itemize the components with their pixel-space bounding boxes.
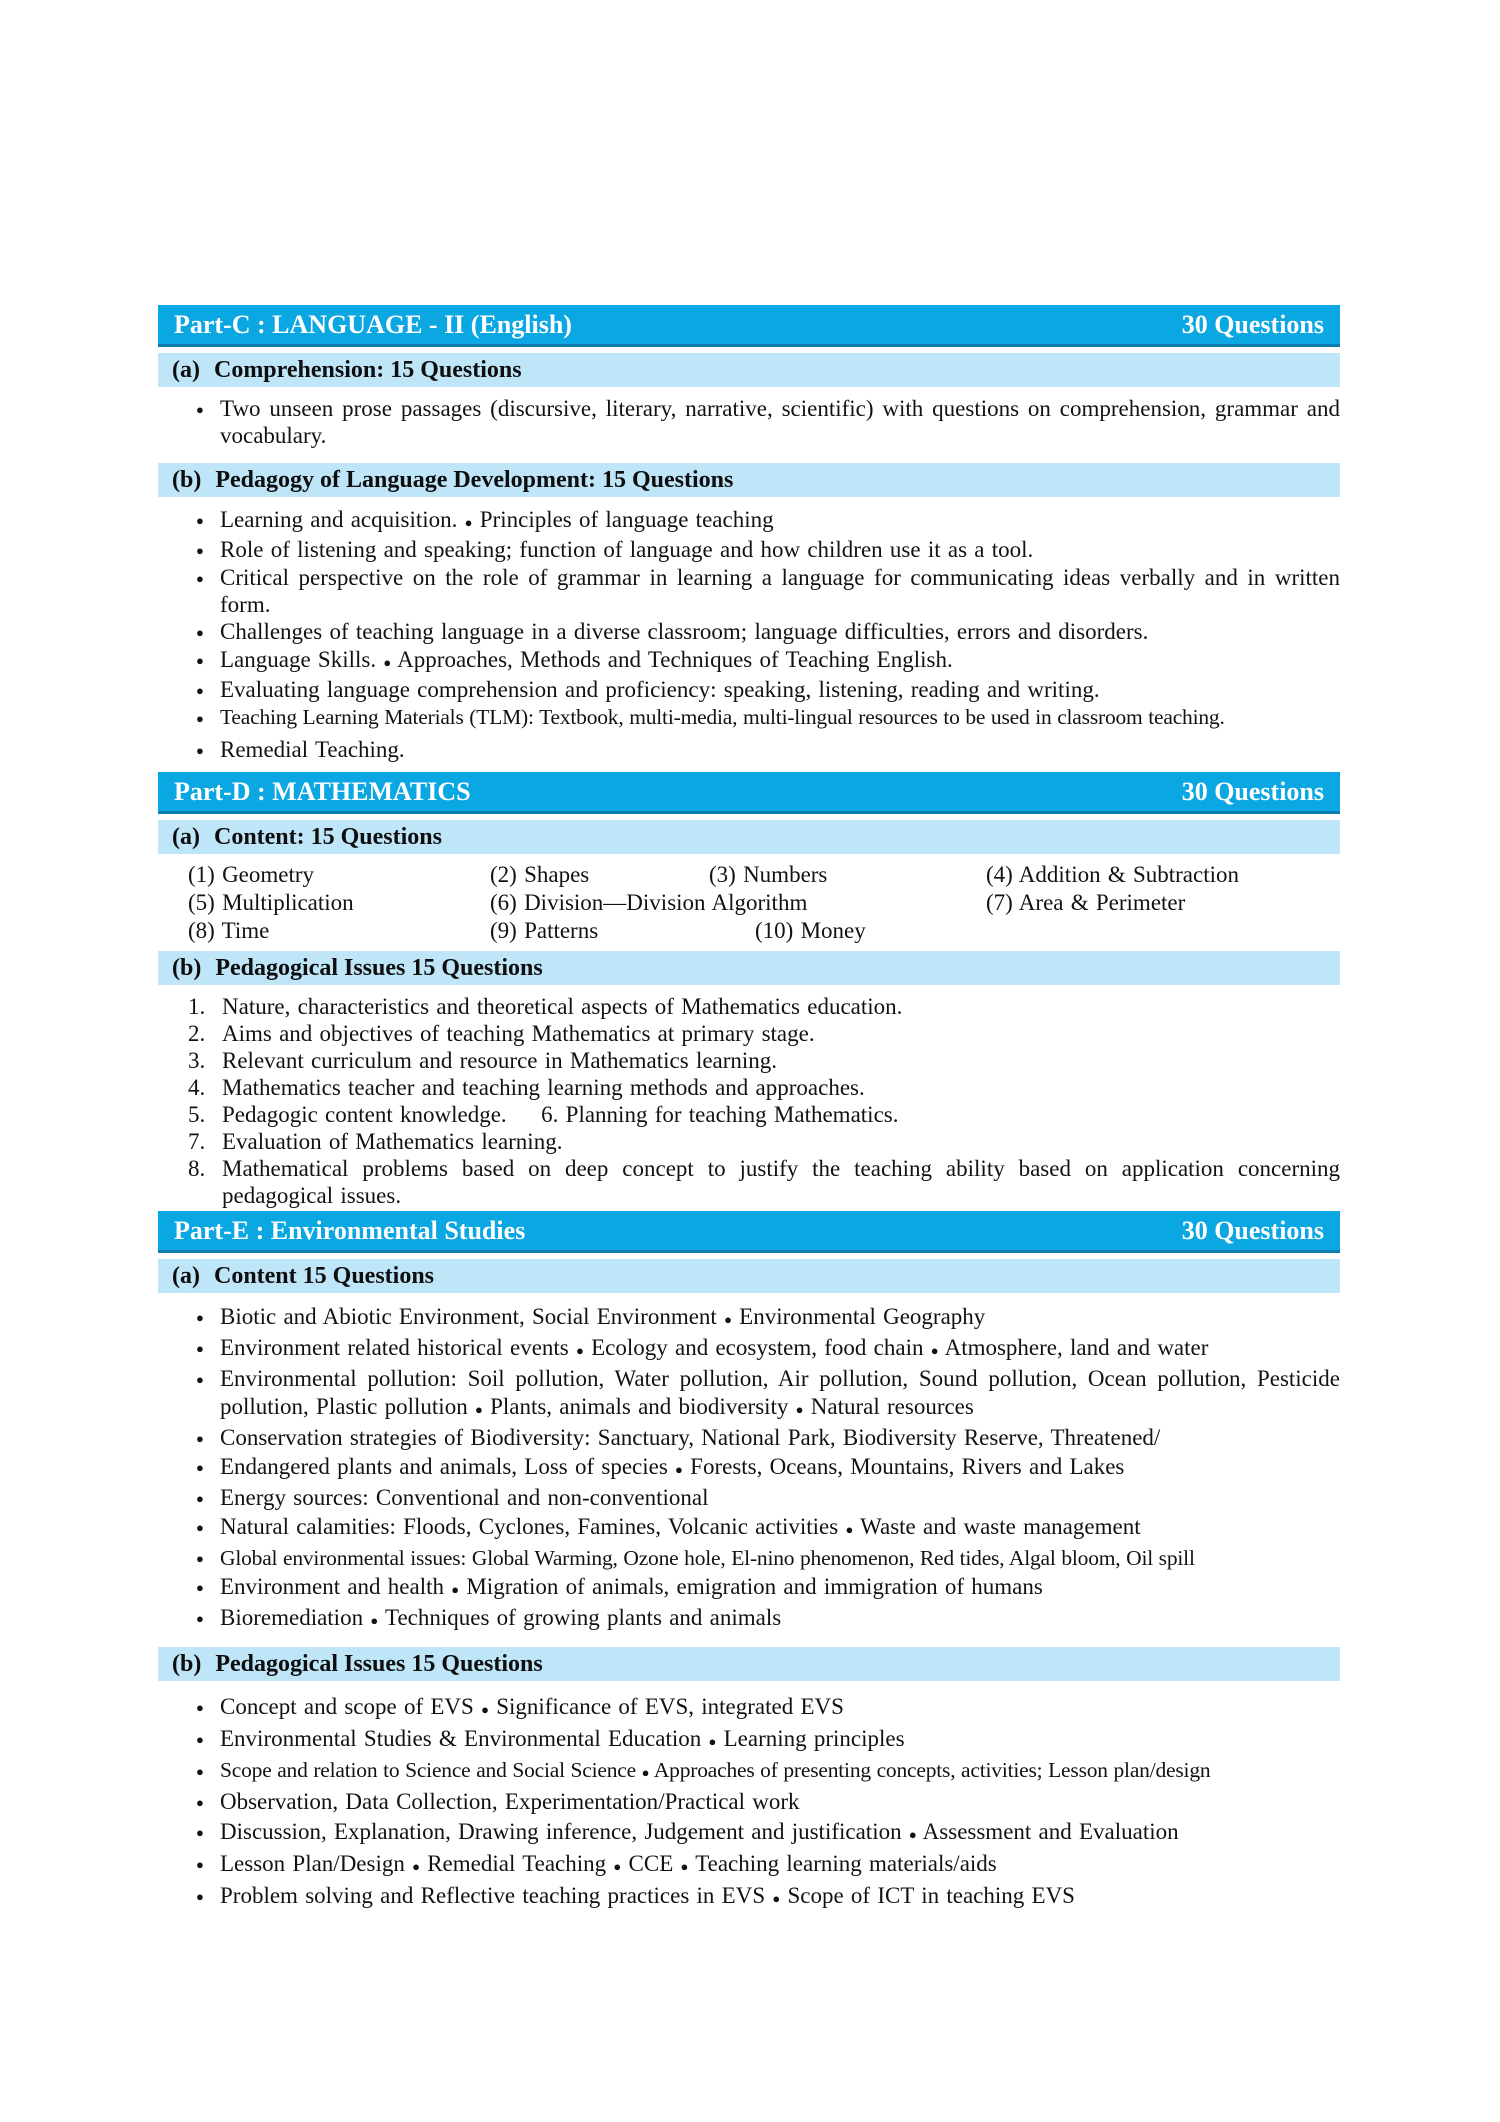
d-b-list: [158, 985, 1340, 1211]
subsection-header-c-b: [158, 463, 1340, 497]
bullet-item: [158, 1303, 1340, 1334]
bullet-text: Observation, Data Collection, Experimentation/Practical work: [220, 1789, 800, 1814]
section-question-count: 30 Questions: [1181, 309, 1324, 339]
bullet-item: [158, 1513, 1340, 1544]
topic-row: [158, 861, 1340, 889]
bullet-item: [158, 1756, 1340, 1787]
numbered-item: [158, 1074, 1340, 1101]
bullet-icon: ●: [196, 711, 204, 726]
c-a-list: [158, 387, 1340, 463]
bullet-icon: ●: [196, 1520, 204, 1535]
bullet-icon: ●: [196, 1491, 204, 1506]
topic: (6) Division—Division Algorithm: [490, 890, 808, 915]
item-text: Relevant curriculum and resource in Mathematics learning.: [222, 1048, 778, 1073]
bullet-icon: ●: [196, 571, 204, 586]
topic: (4) Addition & Subtraction: [986, 862, 1240, 887]
bullet-icon: ●: [196, 683, 204, 698]
bullet-text: Critical perspective on the role of grammar in learning a language for communicating ideas verbally and in written form.: [220, 565, 1340, 617]
bullet-icon: ●: [196, 1857, 204, 1872]
bullet-item: [158, 1692, 1340, 1724]
bullet-text: Learning and acquisition. ● Principles of language teaching: [220, 507, 774, 532]
bullet-item: [158, 1424, 1340, 1453]
bullet-item: [158, 1724, 1340, 1756]
bullet-text: Scope and relation to Science and Social Science ● Approaches of presenting concepts, activities; Lesson plan/design: [220, 1758, 1211, 1782]
bullet-text: Remedial Teaching.: [220, 737, 405, 762]
bullet-icon: ●: [196, 1611, 204, 1626]
subsection-title: Pedagogical Issues 15 Questions: [215, 955, 543, 981]
subsection-label: (a): [172, 1263, 200, 1289]
bullet-item: [158, 1817, 1340, 1849]
c-b-list: [158, 497, 1340, 772]
e-b-list: [158, 1681, 1340, 1913]
topic: (3) Numbers: [709, 862, 828, 887]
bullet-icon: ●: [196, 1341, 204, 1356]
bullet-item: [158, 536, 1340, 564]
bullet-text: Problem solving and Reflective teaching practices in EVS ● Scope of ICT in teaching EVS: [220, 1883, 1075, 1908]
section-question-count: 30 Questions: [1181, 1215, 1324, 1245]
bullet-text: Conservation strategies of Biodiversity: Sanctuary, National Park, Biodiversity Reserve, Threatened/: [220, 1425, 1161, 1450]
item-text: Pedagogic content knowledge. 6. Planning for teaching Mathematics.: [222, 1102, 899, 1127]
bullet-text: Environment related historical events ● Ecology and ecosystem, food chain ● Atmosphere, land and water: [220, 1335, 1209, 1360]
topic-row: [158, 917, 1340, 945]
e-a-list: [158, 1293, 1340, 1647]
bullet-text: Environmental Studies & Environmental Education ● Learning principles: [220, 1726, 905, 1751]
bullet-item: [158, 1604, 1340, 1635]
bullet-text: Bioremediation ● Techniques of growing plants and animals: [220, 1605, 782, 1630]
bullet-text: Teaching Learning Materials (TLM): Textbook, multi-media, multi-lingual resources to be used in classroom teaching.: [220, 705, 1225, 729]
numbered-item: [158, 1047, 1340, 1074]
bullet-text: Lesson Plan/Design ● Remedial Teaching ● CCE ● Teaching learning materials/aids: [220, 1851, 997, 1876]
bullet-icon: ●: [196, 1551, 204, 1566]
bullet-item: [158, 506, 1340, 536]
bullet-item: [158, 1787, 1340, 1817]
item-number: 2.: [188, 1021, 206, 1046]
bullet-icon: ●: [196, 1825, 204, 1840]
bullet-text: Evaluating language comprehension and proficiency: speaking, listening, reading and writing.: [220, 677, 1100, 702]
bullet-item: [158, 1544, 1340, 1573]
bullet-icon: ●: [196, 743, 204, 758]
subsection-header-c-a: [158, 353, 1340, 387]
item-text: Evaluation of Mathematics learning.: [222, 1129, 563, 1154]
bullet-text: Environment and health ● Migration of animals, emigration and immigration of humans: [220, 1574, 1043, 1599]
subsection-header-e-a: [158, 1259, 1340, 1293]
topic: (2) Shapes: [490, 862, 590, 887]
bullet-icon: ●: [196, 1732, 204, 1747]
bullet-text: Environmental pollution: Soil pollution, Water pollution, Air pollution, Sound pollution, Ocean pollution, Pesticide pollution, Plastic pollution ● Plants, animals and biodiversity ● Natural resources: [220, 1366, 1340, 1419]
item-text: Mathematics teacher and teaching learning methods and approaches.: [222, 1075, 865, 1100]
item-number: 4.: [188, 1075, 206, 1100]
bullet-item: [158, 646, 1340, 676]
subsection-title: Pedagogy of Language Development: 15 Questions: [215, 467, 734, 493]
bullet-text: Language Skills. ● Approaches, Methods and Techniques of Teaching English.: [220, 647, 953, 672]
bullet-icon: ●: [196, 625, 204, 640]
numbered-item: [158, 1155, 1340, 1209]
section-header-part-e: [158, 1211, 1340, 1253]
bullet-icon: ●: [196, 1310, 204, 1325]
section-title: Part-D : MATHEMATICS: [174, 776, 471, 806]
bullet-text: Biotic and Abiotic Environment, Social Environment ● Environmental Geography: [220, 1304, 986, 1329]
item-number: 1.: [188, 994, 206, 1019]
bullet-icon: ●: [196, 1795, 204, 1810]
numbered-item: [158, 1020, 1340, 1047]
bullet-text: Natural calamities: Floods, Cyclones, Famines, Volcanic activities ● Waste and waste management: [220, 1514, 1141, 1539]
d-a-topic-grid: [158, 854, 1340, 951]
bullet-item: [158, 1365, 1340, 1424]
bullet-item: [158, 704, 1340, 732]
bullet-text: Two unseen prose passages (discursive, literary, narrative, scientific) with questions on comprehension, grammar and vocabulary.: [220, 396, 1340, 448]
topic: (9) Patterns: [490, 918, 599, 943]
topic: (8) Time: [188, 918, 270, 943]
bullet-item: [158, 676, 1340, 704]
item-text: Aims and objectives of teaching Mathematics at primary stage.: [222, 1021, 815, 1046]
subsection-title: Pedagogical Issues 15 Questions: [215, 1651, 543, 1677]
bullet-icon: ●: [196, 402, 204, 417]
topic: (7) Area & Perimeter: [986, 890, 1186, 915]
item-number: 7.: [188, 1129, 206, 1154]
bullet-item: [158, 564, 1340, 618]
bullet-icon: ●: [196, 1889, 204, 1904]
item-number: 3.: [188, 1048, 206, 1073]
subsection-label: (b): [172, 1651, 202, 1677]
section-header-part-c: [158, 305, 1340, 347]
bullet-icon: ●: [196, 1580, 204, 1595]
bullet-item: [158, 736, 1340, 764]
item-number: 8.: [188, 1156, 206, 1181]
bullet-icon: ●: [196, 543, 204, 558]
subsection-header-e-b: [158, 1647, 1340, 1681]
subsection-title: Content: 15 Questions: [213, 824, 442, 850]
bullet-item: [158, 1573, 1340, 1604]
bullet-text: Challenges of teaching language in a diverse classroom; language difficulties, errors and disorders.: [220, 619, 1149, 644]
item-text: Nature, characteristics and theoretical aspects of Mathematics education.: [222, 994, 903, 1019]
bullet-text: Global environmental issues: Global Warming, Ozone hole, El-nino phenomenon, Red tides, Algal bloom, Oil spill: [220, 1546, 1195, 1570]
subsection-label: (a): [172, 357, 200, 383]
bullet-item: [158, 618, 1340, 646]
bullet-icon: ●: [196, 1700, 204, 1715]
subsection-label: (a): [172, 824, 200, 850]
section-header-part-d: [158, 772, 1340, 814]
topic: (1) Geometry: [188, 862, 315, 887]
bullet-item: [158, 1453, 1340, 1484]
subsection-label: (b): [172, 467, 202, 493]
topic: (10) Money: [755, 918, 866, 943]
subsection-title: Comprehension: 15 Questions: [213, 357, 522, 383]
bullet-item: [158, 1881, 1340, 1913]
section-title: Part-E : Environmental Studies: [174, 1215, 526, 1245]
bullet-item: [158, 1849, 1340, 1881]
numbered-item: [158, 993, 1340, 1020]
bullet-item: [158, 1484, 1340, 1513]
item-number: 5.: [188, 1102, 206, 1127]
bullet-text: Role of listening and speaking; function of language and how children use it as a tool.: [220, 537, 1034, 562]
subsection-header-d-a: [158, 820, 1340, 854]
item-text: Mathematical problems based on deep concept to justify the teaching ability based on application concerning pedagogical issues.: [222, 1156, 1340, 1208]
subsection-title: Content 15 Questions: [213, 1263, 435, 1289]
numbered-item: [158, 1128, 1340, 1155]
bullet-icon: ●: [196, 653, 204, 668]
bullet-icon: ●: [196, 1764, 204, 1779]
subsection-header-d-b: [158, 951, 1340, 985]
bullet-icon: ●: [196, 513, 204, 528]
bullet-text: Concept and scope of EVS ● Significance of EVS, integrated EVS: [220, 1694, 844, 1719]
bullet-icon: ●: [196, 1431, 204, 1446]
topic: (5) Multiplication: [188, 890, 354, 915]
bullet-icon: ●: [196, 1372, 204, 1387]
bullet-text: Energy sources: Conventional and non-conventional: [220, 1485, 709, 1510]
bullet-item: [158, 1334, 1340, 1365]
bullet-text: Endangered plants and animals, Loss of species ● Forests, Oceans, Mountains, Rivers and Lakes: [220, 1454, 1125, 1479]
numbered-item: [158, 1101, 1340, 1128]
topic-row: [158, 889, 1340, 917]
page-content: [158, 305, 1340, 1913]
bullet-icon: ●: [196, 1460, 204, 1475]
subsection-label: (b): [172, 955, 202, 981]
section-title: Part-C : LANGUAGE - II (English): [174, 309, 572, 339]
bullet-item: [158, 395, 1340, 449]
bullet-text: Discussion, Explanation, Drawing inference, Judgement and justification ● Assessment and Evaluation: [220, 1819, 1179, 1844]
section-question-count: 30 Questions: [1181, 776, 1324, 806]
